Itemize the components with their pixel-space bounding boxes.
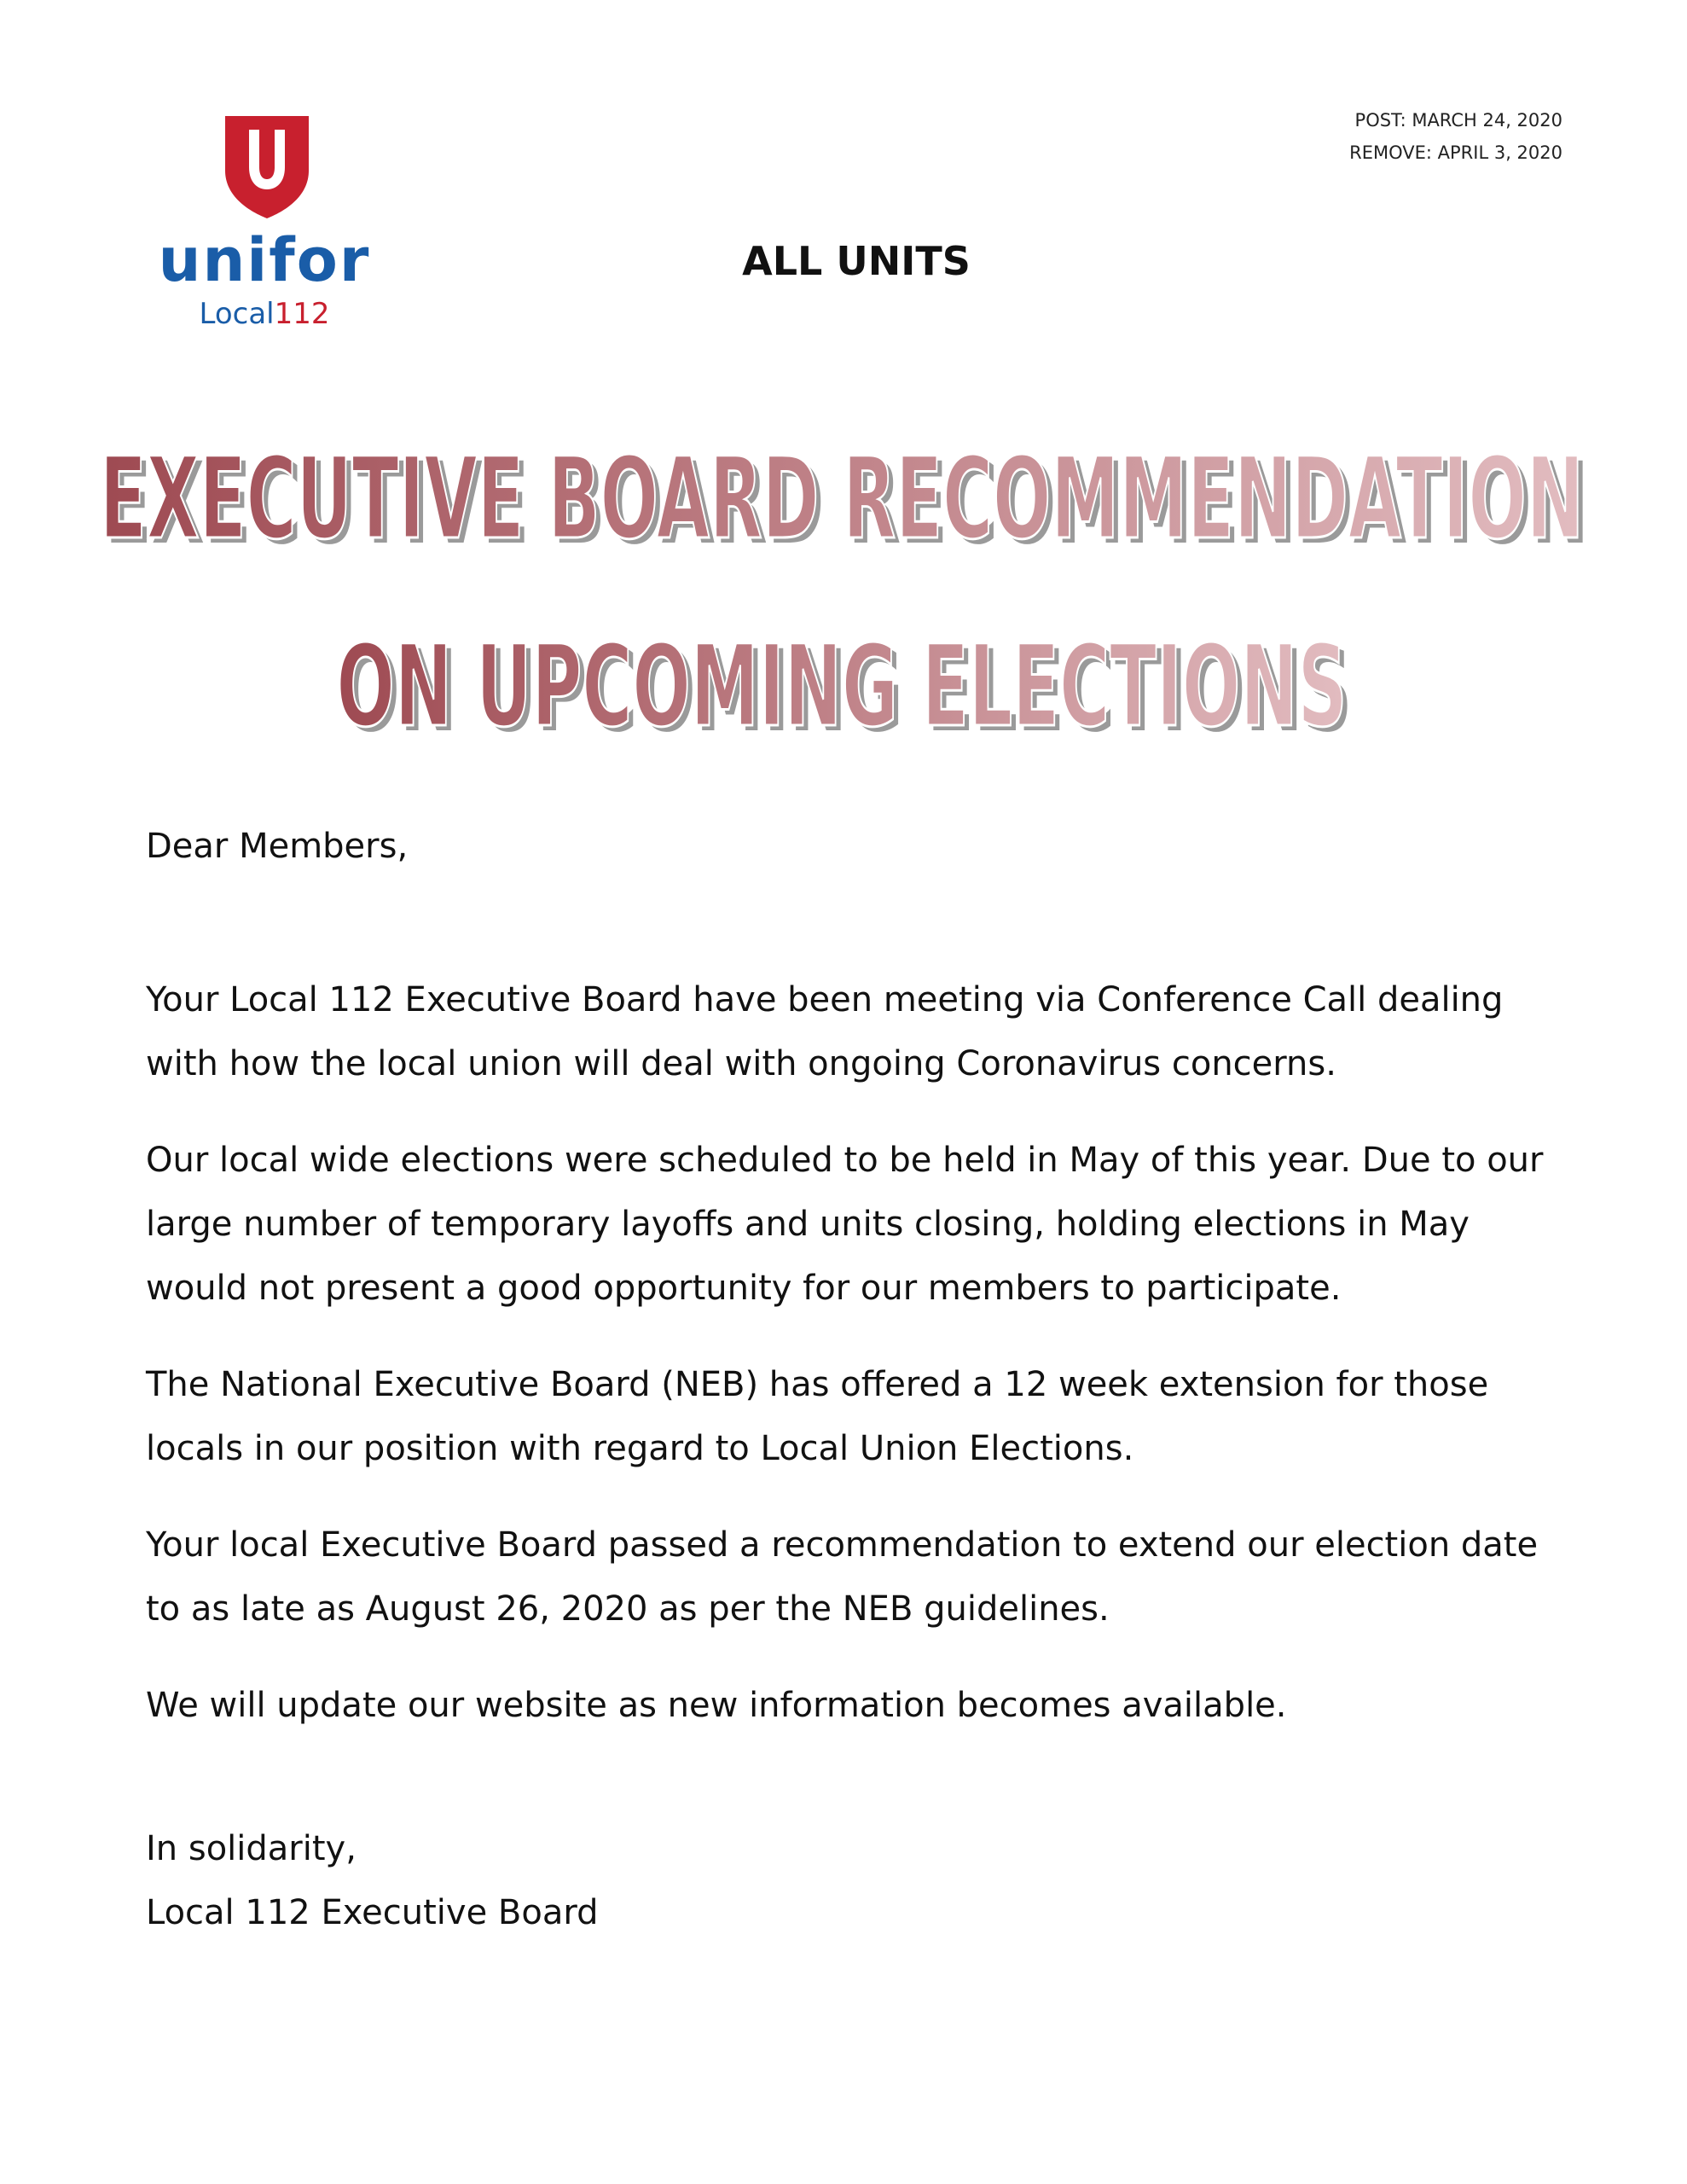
signoff: In solidarity, — [146, 1829, 357, 1868]
post-date: POST: MARCH 24, 2020 — [1354, 110, 1562, 131]
paragraph: Your Local 112 Executive Board have been meeting via Conference Call dealing with how the local union will deal with ongoing Coronavirus concerns. — [146, 980, 1504, 1083]
headline-line2-shadow: ON UPCOMING ELECTIONS — [341, 626, 1353, 758]
paragraph: We will update our website as new information becomes available. — [146, 1686, 1287, 1725]
unifor-logo — [136, 111, 392, 341]
remove-date: REMOVE: APRIL 3, 2020 — [1349, 142, 1562, 163]
signature: Local 112 Executive Board — [146, 1893, 599, 1932]
local-number: 112 — [274, 297, 330, 331]
local-word: Local — [199, 297, 275, 331]
unifor-wordmark: unifor — [158, 225, 371, 295]
paragraph: Our local wide elections were scheduled to be held in May of this year. Due to our large number of temporary layoffs and units closing, holding elections in May would not present a good opportunity for our members to participate. — [146, 1141, 1544, 1308]
headline-line1: EXECUTIVE BOARD RECOMMENDATION — [100, 433, 1584, 565]
headline-banner — [0, 427, 1687, 768]
audience-heading: ALL UNITS — [742, 238, 971, 284]
paragraph: The National Executive Board (NEB) has offered a 12 week extension for those locals in our position with regard to Local Union Elections. — [146, 1365, 1489, 1468]
greeting: Dear Members, — [146, 827, 409, 866]
paragraph: Your local Executive Board passed a recommendation to extend our election date to as late as August 26, 2020 as per the NEB guidelines. — [146, 1525, 1539, 1629]
local-label — [136, 297, 392, 331]
headline-line2: ON UPCOMING ELECTIONS — [336, 621, 1348, 752]
letter-body — [146, 815, 1562, 1945]
posting-dates — [1349, 104, 1562, 169]
headline-line1-shadow: EXECUTIVE BOARD RECOMMENDATION — [105, 439, 1589, 570]
unifor-shield-icon — [220, 111, 314, 222]
